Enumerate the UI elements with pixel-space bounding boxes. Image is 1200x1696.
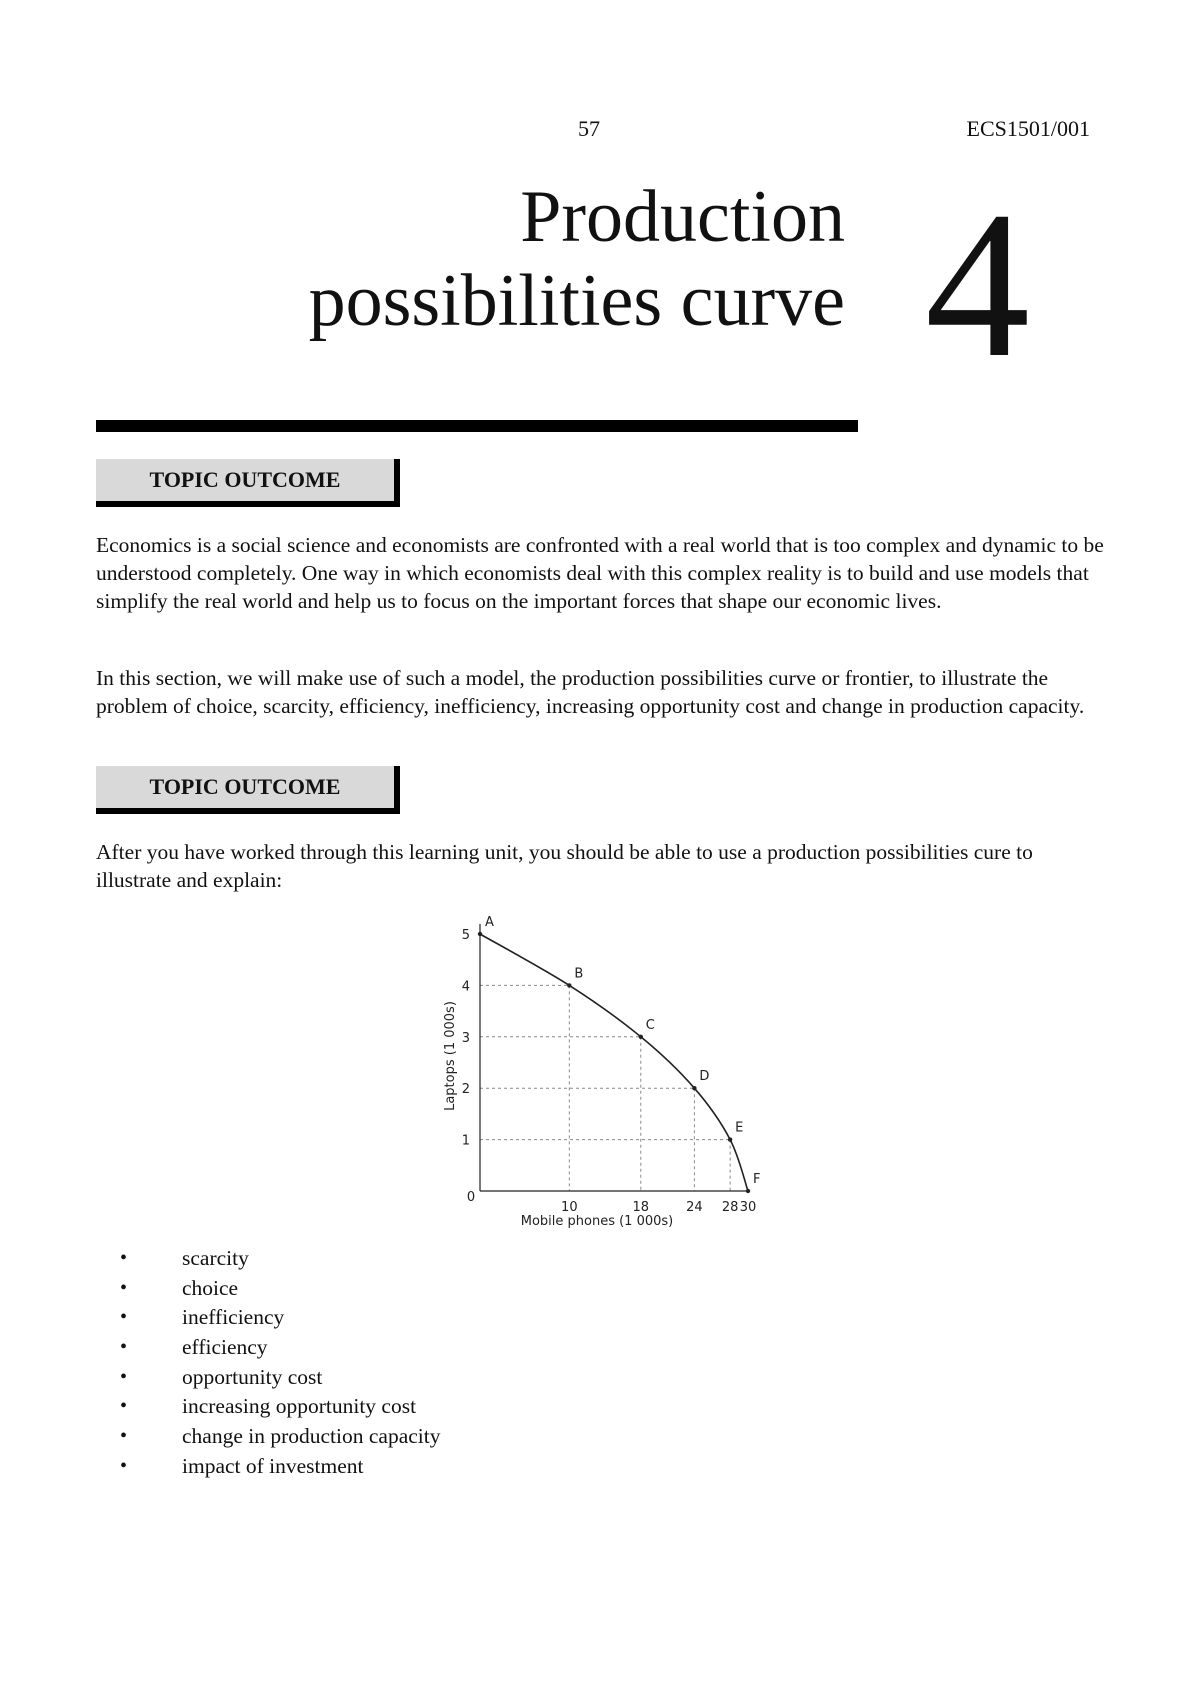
y-tick-label: 5 [461, 928, 470, 943]
data-point [478, 932, 482, 936]
x-tick-label: 10 [561, 1200, 578, 1215]
y-tick-label: 3 [461, 1030, 470, 1046]
list-item-text: efficiency [182, 1335, 268, 1360]
data-point [692, 1086, 696, 1090]
x-tick-label: 28 [721, 1200, 739, 1215]
chart-xlabel: Mobile phones (1 000s) [520, 1214, 674, 1229]
point-label: C [645, 1017, 655, 1033]
point-label: B [574, 966, 584, 982]
list-item [120, 1392, 441, 1422]
chapter-title-line-2: possibilities curve [308, 260, 845, 342]
ppc-chart [430, 908, 770, 1238]
page-number: 57 [578, 116, 600, 141]
list-item [120, 1303, 441, 1333]
bullet-icon: • [120, 1365, 128, 1388]
list-item-text: choice [182, 1275, 239, 1300]
chapter-title-line-1: Production [520, 176, 845, 258]
chart-origin-label: 0 [466, 1190, 476, 1205]
list-item-text: impact of investment [182, 1453, 364, 1478]
bullet-icon: • [120, 1247, 128, 1269]
bullet-icon: • [120, 1454, 128, 1477]
list-item [120, 1363, 441, 1393]
ppc-curve [480, 934, 748, 1191]
chart-tick-labels [462, 928, 757, 1215]
list-item-text: opportunity cost [182, 1364, 323, 1389]
intro-paragraph: Economics is a social science and economists are confronted with a real world that is too complex and dynamic to be understood completely. One way in which economists deal with this complex reality is to build and use models that simplify the real world and help us to focus on the important forces that shape our economic lives. [96, 533, 1104, 613]
data-point [567, 983, 571, 987]
topic-outcome-heading-2: TOPIC OUTCOME [96, 766, 400, 814]
bullet-icon: • [120, 1306, 128, 1329]
data-point [728, 1137, 732, 1141]
model-paragraph: In this section, we will make use of such a model, the production possibilities curve or frontier, to illustrate the problem of choice, scarcity, efficiency, inefficiency, increasing opportunity cost and change in production capacity. [96, 666, 1085, 718]
chart-axes [480, 924, 750, 1191]
chapter-number: 4 [925, 169, 1030, 401]
title-rule [96, 420, 858, 432]
x-tick-label: 24 [686, 1200, 703, 1215]
bullet-icon: • [120, 1336, 128, 1359]
x-tick-label: 18 [632, 1200, 650, 1215]
y-tick-label: 2 [461, 1082, 470, 1098]
bullet-icon: • [120, 1395, 128, 1418]
point-label: A [485, 915, 494, 930]
y-tick-label: 1 [461, 1133, 470, 1149]
point-label: F [753, 1172, 761, 1187]
list-item-text: scarcity [182, 1246, 249, 1270]
list-item [120, 1452, 441, 1482]
y-tick-label: 4 [461, 979, 470, 995]
outcome-paragraph: After you have worked through this learning unit, you should be able to use a production possibilities cure to illustrate and explain: [96, 840, 1033, 892]
chapter-title [309, 175, 845, 343]
bullet-icon: • [120, 1276, 128, 1299]
list-item [120, 1333, 441, 1363]
chart-ylabel: Laptops (1 000s) [443, 1001, 458, 1111]
data-point [746, 1189, 750, 1193]
point-label: E [735, 1120, 744, 1136]
list-item [120, 1244, 441, 1274]
list-item-text: inefficiency [182, 1305, 285, 1330]
list-item [120, 1274, 441, 1304]
list-item [120, 1422, 441, 1452]
point-label: D [699, 1069, 710, 1085]
x-tick-label: 30 [739, 1200, 757, 1215]
data-point [639, 1035, 643, 1039]
bullet-icon: • [120, 1425, 128, 1448]
list-item-text: change in production capacity [182, 1424, 441, 1449]
outcome-list [120, 1244, 441, 1482]
topic-outcome-heading-1: TOPIC OUTCOME [96, 459, 400, 507]
course-code: ECS1501/001 [966, 116, 1090, 141]
list-item-text: increasing opportunity cost [182, 1394, 417, 1419]
